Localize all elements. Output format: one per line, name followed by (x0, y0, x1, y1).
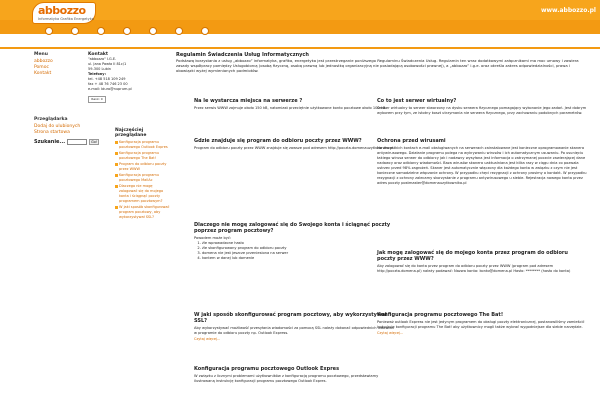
read-more-link[interactable]: Czytaj więcej... (194, 337, 221, 341)
logo-text[interactable]: abbozzo (38, 4, 86, 17)
contact-email[interactable]: e-mail: biuro@nuprum.pl (88, 87, 132, 91)
contact-street: ul. Jana Pawła II 81c/1 (88, 62, 127, 66)
faq-list-item: 2. źle skonfigurowany program do odbioru poczty (202, 246, 394, 251)
popular-item[interactable]: Dlaczego nie mogę zalogować się do mojego konta i ściągnąć poczty programem pocztowym? (115, 184, 171, 204)
search-label: Szukanie... (34, 139, 66, 145)
faq-box (194, 98, 394, 111)
mail-icon[interactable] (149, 27, 157, 35)
help-icon[interactable] (123, 27, 131, 35)
faq-text: Program do odbioru poczty przez WWW znajduje się zawsze pod adresem http://poczta.domenauzytkownika.pl (194, 146, 394, 150)
popular-item[interactable]: Konfiguracja programu pocztowego The Bat! (115, 151, 171, 161)
intro-text: Podstawą korzystania z usług „abbozzo” informatyka, grafika, energetyka jest przestrzeganie poniższego Regulaminu Świadczenia Usług. Regulamin ten wraz dodatkowymi załącznikami ma moc umowy i zawiera zasady współpracy pomiędzy Usługobiorcą (osobą fizyczną, osobą prawną lub jednostką organizacyjną nie posiadającą osobowości prawnej), a „abbozzo” i.g.e. oraz określa zakres odpowiedzialności, prawa i obowiązki wyżej wymienionych podmiotów. (176, 58, 579, 73)
menu-link-contact[interactable]: Kontakt (34, 71, 52, 76)
nav-item-offer[interactable]: Oferta (88, 27, 114, 45)
contact-icon[interactable] (201, 27, 209, 35)
faq-box (194, 138, 394, 151)
menu-link-abbozzo[interactable]: abbozzo (34, 59, 53, 64)
faq-box (194, 312, 394, 342)
popular-heading: Najczęściej przeglądane (115, 128, 147, 138)
faq-title: Konfiguracja programu pocztowego The Bat! (377, 312, 504, 318)
contact-fax: fax + 48 76 746 23 00 (88, 82, 128, 86)
offer-icon[interactable] (97, 27, 105, 35)
search-box (34, 139, 97, 145)
browser-heading: Przeglądarka (34, 117, 68, 122)
bullet-icon (115, 174, 118, 177)
faq-text: Ponieważ outlook Express nie jest jedynym programem do obsługi poczty elektronicznej, postanowiliśmy zamieścić instrukcje konfiguracji programu The Bat! aby użytkownicy mogli także wybrać wygodniejsze dla siebie narzędzie. (377, 320, 585, 329)
faq-box (377, 250, 587, 274)
header-divider (0, 47, 600, 49)
main-content (176, 52, 600, 73)
faq-box (377, 312, 587, 336)
main-nav (36, 27, 218, 45)
popular-list (115, 128, 171, 221)
bullet-icon (115, 206, 118, 209)
faq-title: Jak mogę zalogować się do mojego konta przez program do odbioru poczty przez WWW? (377, 250, 568, 262)
faq-list (194, 241, 394, 261)
rank-badge: Rank: 0 (88, 96, 106, 103)
logo-subtitle: Informatyka Grafika Energetyka (38, 17, 94, 21)
faq-box (194, 366, 394, 384)
faq-text: Aby zalogować się do konta przez program do odbioru poczty przez WWW (program pod adresem http://poczta.domena.pl) należy podawać: Nazwa konta: konto@domena.pl Hasło: ******** (hasło do konta) (377, 264, 571, 273)
nav-item-webmail[interactable]: Webmail (140, 27, 166, 45)
bullet-icon (115, 152, 118, 155)
popular-item[interactable]: Program do odbioru poczty przez WWW (115, 162, 171, 172)
faq-title: Na le wystarcza miejsca na serwerze ? (194, 98, 303, 104)
bullet-icon (115, 185, 118, 188)
popular-item[interactable]: W jaki sposób skonfigurować program pocztowy, aby wykorzystywał SSL? (115, 205, 171, 220)
nav-item-contact[interactable]: Kontakt (192, 27, 218, 45)
faq-box (377, 98, 587, 116)
menu-link-help[interactable]: Pomoc (34, 65, 49, 70)
search-button[interactable]: Go! (91, 140, 97, 144)
faq-list-item: 1. źle wprowadzone hasło (202, 241, 394, 246)
read-more-link[interactable]: Czytaj więcej... (377, 331, 404, 335)
contact-city: 59-300 Lubin (88, 67, 112, 71)
contact-phones-label: Telefony: (88, 72, 106, 76)
contact-tel: tel. +48 518 109 249 (88, 77, 126, 81)
bullet-icon (115, 141, 118, 144)
faq-title: Konfiguracja programu pocztowego Outlook Expres (194, 366, 340, 372)
faq-title: Gdzie znajduje się program do odbioru poczty przez WWW? (194, 138, 362, 144)
set-homepage-link[interactable]: Strona startowa (34, 130, 70, 135)
nav-item-tools[interactable]: Narzędzia (166, 27, 192, 45)
search-input[interactable] (67, 139, 87, 145)
contact-heading: Kontakt (88, 52, 109, 57)
faq-list-item: 4. kontem w danej lub domenie (202, 256, 394, 261)
site-url: www.abbozzo.pl (540, 7, 596, 14)
header (0, 0, 600, 40)
faq-title: Dlaczego nie mogę zalogować się do Swojego konta i ściągnąć poczty poprzez program pocztowy? (194, 222, 391, 234)
faq-title: W jaki sposób skonfigurować program pocztowy, aby wykorzystywał SSL? (194, 312, 387, 324)
faq-list-item: 3. domena nie jest jeszcze przeniesiona na serwer (202, 251, 394, 256)
faq-text: W związku z licznymi problemami użytkowników z konfiguracją programu pocztowego, przedstawiamy ilustrowaną instrukcję konfiguracji programu pocztowego Outlook Expres. (194, 374, 379, 383)
add-favorites-link[interactable]: Dodaj do ulubionych (34, 124, 81, 129)
popular-item[interactable]: Konfiguracja programu pocztowego MailAc (115, 173, 171, 183)
faq-text: Na wszystkich kontach e-mail obsługiwanych na serwerach zainstalowane jest konieczne oprogramowanie skanera antywirusowego. Działanie programu polega na wykrywaniu wirusów i ich automatycznym usuwaniu. Po usunięciu takiego wirusa serwer do odbiorcy jak i nadawcy wysyłana jest informacja o zatrzymanej poczcie zawierającej dane nadawcy oraz odbiorcy wiadomości. Baza wirusów skanera uaktualniana jest kilka razy w ciągu dnia co pozwala ustrzec przed 98% zagrożeń. Skaner jest automatycznie włączony dla każdego konta w związku z czym nie jest konieczne samodzielne włączanie ochrony. W przypadku chęci rezygnacji z ochrony prosimy o kontakt. W przypadku rezygnacji z ochrony zalecamy skorzystanie z programu antywirusowego u siebie. Rejestracja nowego konta przez adres poczty postmaster@domenauzytkownika.pl (377, 146, 587, 185)
faq-text: Aby wykorzystywać możliwość przesyłania wiadomości za pomocą SSL należy dokonać odpowiednich ustawień w programie do odbioru poczty np. Outlook Express. (194, 326, 394, 335)
faq-text: Przez serwis WWW zajmuje około 150 kB, natomiast przeciętnie użytkowane konto pocztowe około 100 kB. (194, 106, 387, 110)
popular-item[interactable]: Konfiguracja programu pocztowego Outlook Expres (115, 140, 171, 150)
menu-heading: Menu (34, 52, 48, 57)
faq-text: Powodem może być: (194, 236, 232, 240)
faq-box (194, 222, 394, 261)
home-icon[interactable] (45, 27, 53, 35)
faq-title: Ochrona przed wirusami (377, 138, 446, 144)
info-icon[interactable] (71, 27, 79, 35)
nav-item-info[interactable]: Informacje (62, 27, 88, 45)
faq-box (377, 138, 587, 186)
nav-item-home[interactable]: Home (36, 27, 62, 45)
contact-panel (88, 52, 170, 103)
faq-title: Co to jest serwer wirtualny? (377, 98, 457, 104)
faq-text: Serwer wirtualny to serwer stworzony na dysku serwera fizycznego pomagający wykonanie jego zadań. Jest dobrym wyborem przy tym, ze istotny koszt utrzymania nie serwera fizycznego, przy zachowaniu podobnych parametrów. (377, 106, 587, 115)
nav-item-help[interactable]: Pomoc (114, 27, 140, 45)
tools-icon[interactable] (175, 27, 183, 35)
contact-company: "abbozzo" I.G.E. (88, 57, 117, 61)
bullet-icon (115, 163, 118, 166)
intro-title: Regulamin Świadczenia Usług Informatycznych (176, 52, 309, 58)
